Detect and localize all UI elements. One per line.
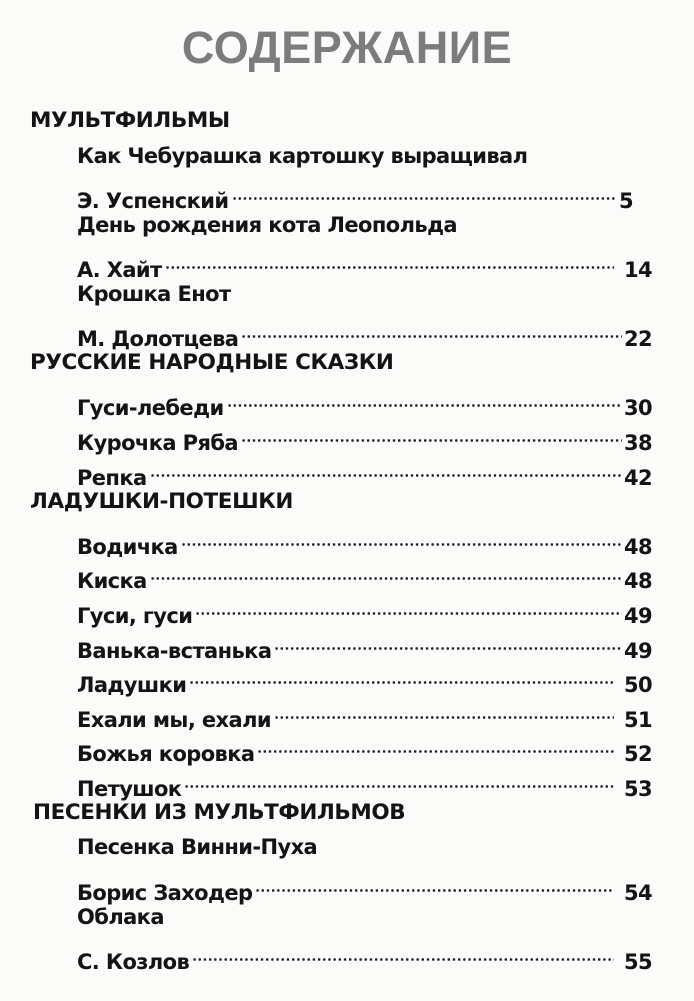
entry-title: Киска bbox=[77, 569, 147, 594]
dot-leader bbox=[150, 450, 622, 485]
entry-title: Как Чебурашка картошку выращивал bbox=[77, 143, 528, 168]
dot-leader bbox=[189, 658, 614, 693]
entry-title: Ванька-встанька bbox=[77, 638, 272, 663]
page-number: 14 bbox=[623, 257, 652, 282]
dot-leader bbox=[257, 727, 614, 762]
page-number: 48 bbox=[623, 534, 652, 559]
toc-entry[interactable] bbox=[0, 588, 694, 628]
entry-title: Водичка bbox=[77, 534, 178, 559]
page-number: 52 bbox=[623, 742, 652, 767]
dot-leader bbox=[195, 588, 622, 623]
entry-author: Э. Успенский bbox=[77, 188, 229, 213]
dot-leader bbox=[227, 381, 622, 416]
page-number: 48 bbox=[623, 569, 652, 594]
toc-entry[interactable] bbox=[0, 623, 694, 663]
toc-entry-title[interactable] bbox=[0, 277, 694, 312]
toc-entry[interactable] bbox=[0, 658, 694, 698]
toc-entry-title[interactable] bbox=[0, 830, 694, 865]
table-of-contents bbox=[0, 104, 694, 974]
entry-title: Облака bbox=[77, 904, 164, 929]
dot-leader bbox=[181, 519, 622, 554]
entry-title: Курочка Ряба bbox=[77, 430, 238, 455]
toc-entry-title[interactable] bbox=[0, 900, 694, 935]
dot-leader bbox=[274, 692, 614, 727]
toc-entry[interactable] bbox=[0, 727, 694, 767]
entry-title: Божья коровка bbox=[77, 742, 255, 767]
page-number: 54 bbox=[623, 880, 652, 905]
section-heading-cartoon-songs: ПЕСЕНКИ ИЗ МУЛЬТФИЛЬМОВ bbox=[33, 799, 406, 825]
entry-author: А. Хайт bbox=[77, 257, 162, 282]
page-number: 51 bbox=[623, 707, 652, 732]
entry-title: Гуси-лебеди bbox=[77, 396, 224, 421]
page-number: 30 bbox=[623, 396, 652, 421]
page-number: 42 bbox=[623, 465, 652, 490]
toc-entry-title[interactable] bbox=[0, 208, 694, 243]
dot-leader bbox=[274, 623, 622, 658]
section-heading-nursery-rhymes: ЛАДУШКИ-ПОТЕШКИ bbox=[30, 488, 294, 514]
toc-entry[interactable] bbox=[0, 934, 694, 974]
entry-author: М. Долотцева bbox=[77, 327, 239, 352]
page-number: 53 bbox=[623, 776, 652, 801]
page-number: 50 bbox=[623, 673, 652, 698]
toc-entry[interactable] bbox=[0, 173, 694, 213]
toc-entry[interactable] bbox=[0, 761, 694, 801]
toc-entry[interactable] bbox=[0, 554, 694, 594]
page-number: 49 bbox=[623, 638, 652, 663]
toc-entry-title[interactable] bbox=[0, 139, 694, 174]
toc-entry[interactable] bbox=[0, 242, 694, 282]
page-number: 38 bbox=[623, 430, 652, 455]
dot-leader bbox=[232, 173, 617, 208]
dot-leader bbox=[192, 934, 614, 969]
page-number: 55 bbox=[623, 949, 652, 974]
entry-title: Ехали мы, ехали bbox=[77, 707, 271, 732]
entry-title: Песенка Винни-Пуха bbox=[77, 835, 318, 860]
toc-entry[interactable] bbox=[0, 519, 694, 559]
toc-entry[interactable] bbox=[0, 312, 694, 352]
entry-title: День рождения кота Леопольда bbox=[77, 212, 457, 237]
entry-author: Борис Заходер bbox=[77, 880, 253, 905]
dot-leader bbox=[241, 312, 622, 347]
toc-entry[interactable] bbox=[0, 865, 694, 905]
entry-title: Ладушки bbox=[77, 673, 187, 698]
entry-title: Репка bbox=[77, 465, 147, 490]
section-heading-cartoons: МУЛЬТФИЛЬМЫ bbox=[30, 108, 230, 133]
page-number: 5 bbox=[618, 188, 633, 213]
entry-title: Гуси, гуси bbox=[77, 603, 193, 628]
toc-entry[interactable] bbox=[0, 415, 694, 455]
entry-title: Петушок bbox=[77, 776, 182, 801]
toc-entry[interactable] bbox=[0, 381, 694, 421]
dot-leader bbox=[165, 242, 614, 277]
dot-leader bbox=[184, 761, 614, 796]
dot-leader bbox=[241, 415, 622, 450]
entry-title: Крошка Енот bbox=[77, 281, 231, 306]
dot-leader bbox=[255, 865, 614, 900]
toc-entry[interactable] bbox=[0, 450, 694, 490]
entry-author: С. Козлов bbox=[77, 949, 190, 974]
section-heading-folk-tales: РУССКИЕ НАРОДНЫЕ СКАЗКИ bbox=[30, 350, 394, 376]
dot-leader bbox=[150, 554, 622, 589]
toc-entry[interactable] bbox=[0, 692, 694, 732]
page-number: 49 bbox=[623, 603, 652, 628]
page-number: 22 bbox=[623, 327, 652, 352]
page-title: СОДЕРЖАНИЕ bbox=[181, 22, 513, 73]
